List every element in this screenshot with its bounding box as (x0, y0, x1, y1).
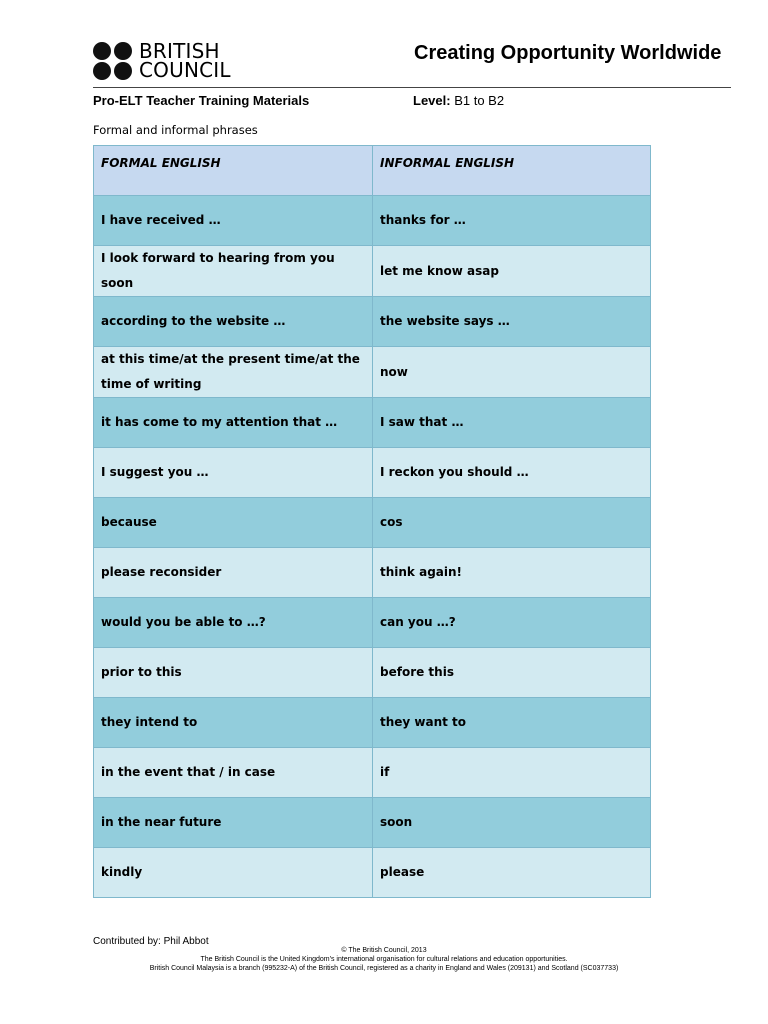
tagline: Creating Opportunity Worldwide (414, 42, 722, 64)
table-row (94, 347, 651, 398)
informal-phrase-cell: they want to (373, 698, 651, 748)
copyright-block (0, 946, 768, 973)
formal-phrase-cell: because (94, 498, 373, 548)
formal-phrase-cell: they intend to (94, 698, 373, 748)
logo-line-2: COUNCIL (139, 58, 231, 82)
formal-phrase-cell: please reconsider (94, 548, 373, 598)
formal-phrase-cell: would you be able to …? (94, 598, 373, 648)
informal-phrase-cell: soon (373, 798, 651, 848)
table-row (94, 297, 651, 347)
british-council-logo (93, 39, 231, 82)
header-informal: INFORMAL ENGLISH (373, 146, 651, 196)
table-row (94, 598, 651, 648)
formal-phrase-cell: in the near future (94, 798, 373, 848)
table-row (94, 548, 651, 598)
table-row (94, 648, 651, 698)
council-description: The British Council is the United Kingdom's international organisation for cultural relations and education opportunities. (200, 956, 568, 963)
table-row (94, 448, 651, 498)
table-row (94, 398, 651, 448)
logo-dots-icon (93, 42, 132, 80)
phrases-table (93, 145, 651, 898)
informal-phrase-cell: can you …? (373, 598, 651, 648)
informal-phrase-cell: let me know asap (373, 246, 651, 297)
formal-phrase-cell: according to the website … (94, 297, 373, 347)
table-row (94, 498, 651, 548)
informal-phrase-cell: if (373, 748, 651, 798)
formal-phrase-cell: I look forward to hearing from you soon (94, 246, 373, 297)
table-row (94, 748, 651, 798)
contributor: Contributed by: Phil Abbot (93, 936, 209, 947)
formal-phrase-cell: in the event that / in case (94, 748, 373, 798)
table-row (94, 196, 651, 246)
informal-phrase-cell: I reckon you should … (373, 448, 651, 498)
level-label: Level: (413, 93, 451, 108)
informal-phrase-cell: cos (373, 498, 651, 548)
informal-phrase-cell: before this (373, 648, 651, 698)
level-info (413, 93, 504, 108)
formal-phrase-cell: it has come to my attention that … (94, 398, 373, 448)
informal-phrase-cell: I saw that … (373, 398, 651, 448)
header-formal: FORMAL ENGLISH (94, 146, 373, 196)
table-header-row (94, 146, 651, 196)
informal-phrase-cell: thanks for … (373, 196, 651, 246)
materials-title: Pro-ELT Teacher Training Materials (93, 93, 310, 108)
level-value: B1 to B2 (450, 93, 505, 108)
table-row (94, 698, 651, 748)
informal-phrase-cell: think again! (373, 548, 651, 598)
header-divider (93, 87, 731, 88)
formal-phrase-cell: at this time/at the present time/at the time of writing (94, 347, 373, 398)
formal-phrase-cell: prior to this (94, 648, 373, 698)
formal-phrase-cell: I suggest you … (94, 448, 373, 498)
informal-phrase-cell: now (373, 347, 651, 398)
informal-phrase-cell: the website says … (373, 297, 651, 347)
logo-line-1: BRITISH (139, 39, 220, 63)
table-row (94, 798, 651, 848)
document-caption: Formal and informal phrases (93, 123, 258, 137)
table-row (94, 848, 651, 898)
copyright-line: © The British Council, 2013 (341, 947, 427, 954)
table-row (94, 246, 651, 297)
formal-phrase-cell: I have received … (94, 196, 373, 246)
logo-text (139, 39, 231, 82)
malaysia-registration: British Council Malaysia is a branch (995232-A) of the British Council, registered as a charity in England and Wales (209131) and Scotland (SC037733) (149, 965, 619, 972)
formal-phrase-cell: kindly (94, 848, 373, 898)
informal-phrase-cell: please (373, 848, 651, 898)
